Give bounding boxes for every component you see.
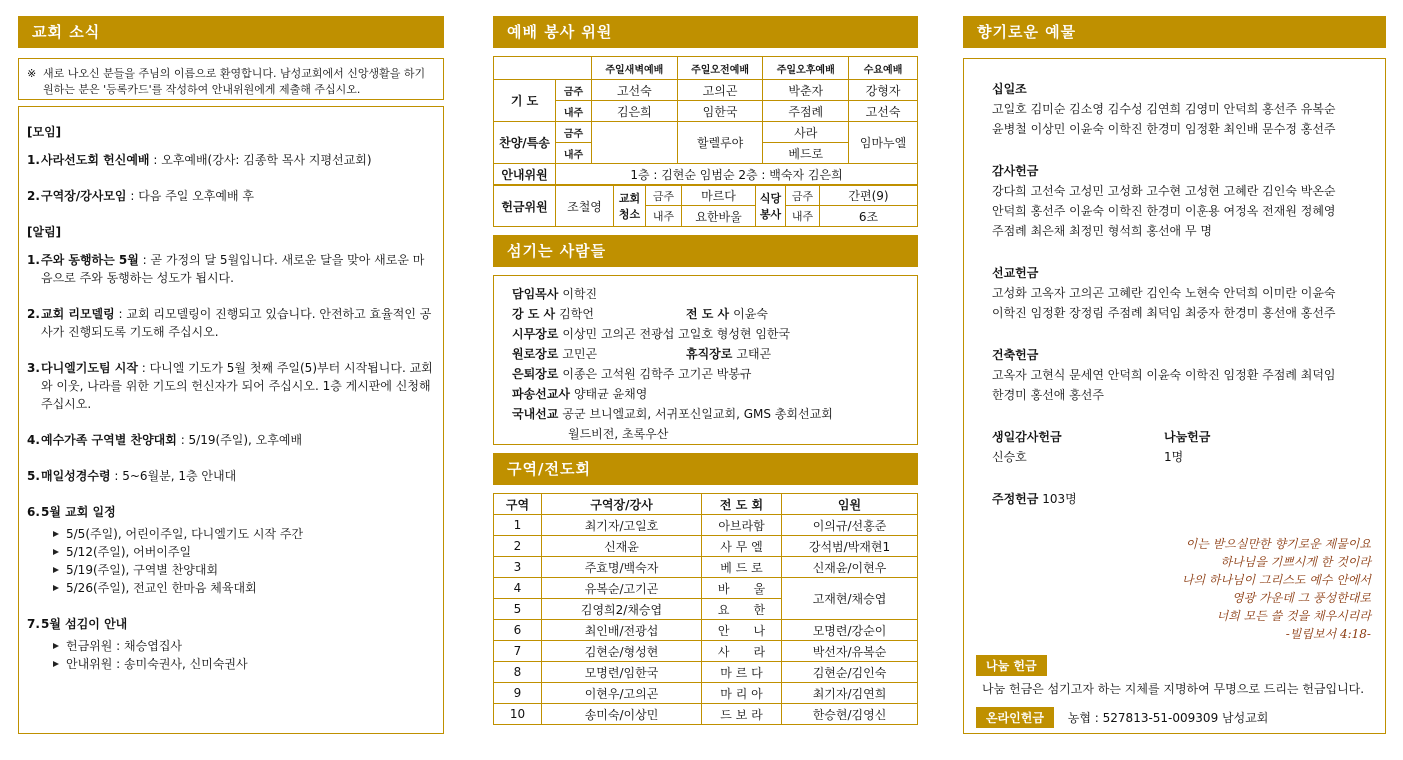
offerings-column (963, 16, 1386, 734)
table-header: 주일오전예배 (677, 57, 763, 80)
table-header: 임원 (782, 494, 918, 515)
news-item-title: 매일성경수령 (41, 469, 111, 483)
list-item: 안내위원 : 송미숙권사, 신미숙권사 (53, 655, 435, 673)
groups-header: 구역/전도회 (493, 453, 918, 485)
service-column (493, 16, 918, 725)
news-item: 3. 다니엘기도팀 시작 : 다니엘 기도가 5월 첫째 주일(5)부터 시작됩니다. 교회와 이웃, 나라를 위한 기도의 헌신자가 되어 주십시오. 1층 게시판에 신청해 주십시오. (27, 361, 433, 411)
table-cell: 6조 (820, 206, 918, 227)
list-item: 5/12(주일), 어버이주일 (53, 543, 435, 561)
table-cell: 간편(9) (820, 186, 918, 206)
table-cell: 할렐루야 (677, 122, 763, 164)
offering-group: 주정헌금 103명 (992, 492, 1077, 506)
table-cell: 고의곤 (677, 80, 763, 101)
table-cell: 고선숙 (849, 101, 918, 122)
offering-title: 선교헌금 (992, 266, 1039, 280)
news-item: 6. 5월 교회 일정 5/5(주일), 어린이주일, 다니엘기도 시작 주간 5/12(주일), 어버이주일 5/19(주일), 구역별 찬양대회 5/26(주일), 전교인 한마음 체육대회 (27, 503, 435, 597)
table-cell: 사라 (763, 122, 849, 143)
table-cell: 조철영 (556, 186, 614, 227)
announce-section-title: [알림] (27, 225, 62, 239)
table-row: 8 모명련/임한국 마 르 다 김현순/김인숙 (494, 662, 918, 683)
offering-title: 십일조 (992, 82, 1027, 96)
news-item-title: 사라선도회 헌신예배 (41, 153, 150, 167)
news-item-title: 예수가족 구역별 찬양대회 (41, 433, 177, 447)
offering-table: 헌금위원 조철영 교회 청소 금주 마르다 식당 봉사 금주 간편(9) 내주 요한바울 내주 6조 (493, 185, 918, 227)
table-row: 5 김영희2/채승엽 요 한 (494, 599, 918, 620)
offering-title: 건축헌금 (992, 348, 1039, 362)
row-label: 기 도 (494, 80, 556, 122)
news-item: 5. 매일성경수령 : 5~6월분, 1층 안내대 (27, 469, 237, 483)
church-news-header: 교회 소식 (18, 16, 444, 48)
table-cell: 주점례 (763, 101, 849, 122)
list-item: 헌금위원 : 채승엽집사 (53, 637, 435, 655)
row-label: 헌금위원 (494, 186, 556, 227)
offering-group: 감사헌금 강다희 고선숙 고성민 고성화 고수현 고성현 고혜란 김인숙 박온순 안덕희 홍선주 이윤숙 이학진 한경미 이훈용 여정옥 전재원 정혜영 주점례 최은채 최정민 형석희 홍선애 무 명 (992, 161, 1385, 241)
offering-group: 선교헌금 고성화 고옥자 고의곤 고혜란 김인숙 노현숙 안덕희 이미란 이윤숙 이학진 임정환 장정림 주점례 최덕임 최중자 한경미 홍선애 홍선주 (992, 263, 1385, 323)
church-news-column (18, 16, 444, 734)
table-cell: 김은희 (592, 101, 678, 122)
table-row: 9 이현우/고의곤 마 리 아 최기자/김연희 (494, 683, 918, 704)
service-table: 주일새벽예배 주일오전예배 주일오후예배 수요예배 기 도 금주 고선숙 고의곤 박춘자 강형자 내주 김은희 임한국 주점례 고선숙 찬양/특송 금주 할렐루야 사라 임마누엘 내주 베드로 안내위원 1층 : 김현순 임범순 2층 : 백숙자 김은희 (493, 56, 918, 185)
servers-header: 섬기는 사람들 (493, 235, 918, 267)
news-item: 2. 교회 리모델링 : 교회 리모델링이 진행되고 있습니다. 안전하고 효율적인 공사가 진행되도록 기도해 주십시오. (27, 307, 432, 339)
offering-title: 생일감사헌금 (992, 430, 1062, 444)
table-cell: 강형자 (849, 80, 918, 101)
table-row: 6 최인배/전광섭 안 나 모명련/강순이 (494, 620, 918, 641)
servers-list: 담임목사 이학진 강 도 사 김학언 전 도 사 이윤숙 시무장로 이상민 고의곤 전광섭 고일호 형성현 임한국 원로장로 고민곤 휴직장로 고태곤 은퇴장로 이종은 고석원 김학주 고기곤 박봉규 파송선교사 양태균 윤채영 국내선교 공군 브니엘교회, 서귀포신일교회, GMS 총회선교회 월드비전, 초록우산 (493, 275, 918, 445)
news-item: 7. 5월 섬김이 안내 헌금위원 : 채승엽집사 안내위원 : 송미숙권사, 신미숙권사 (27, 615, 435, 673)
offerings-header: 향기로운 예물 (963, 16, 1386, 48)
row-label: 교회 청소 (614, 186, 646, 227)
welcome-notice (18, 58, 444, 100)
table-header: 수요예배 (849, 57, 918, 80)
news-item: 2. 구역장/강사모임 : 다음 주일 오후예배 후 (27, 189, 254, 203)
reference-mark: ※ (27, 67, 37, 80)
table-row: 4 유복순/고기곤 바 울 고재현/채승엽 (494, 578, 918, 599)
table-row: 1 최기자/고일호 아브라함 이의규/선홍준 (494, 515, 918, 536)
scripture-verse: 이는 받으실만한 향기로운 제물이요 하나님을 기쁘시게 한 것이라 나의 하나님이 그리스도 예수 안에서 영광 가운데 그 풍성한대로 너희 모든 쓸 것을 채우시리라 -빌립보서 4:18- (1181, 537, 1371, 641)
row-label: 안내위원 (494, 164, 556, 185)
table-cell: 고선숙 (592, 80, 678, 101)
news-item-title: 다니엘기도팀 시작 (41, 361, 138, 375)
table-header: 주일오후예배 (763, 57, 849, 80)
table-row: 10 송미숙/이상민 드 보 라 한승현/김영신 (494, 704, 918, 725)
offering-group: 십일조 고일호 김미순 김소영 김수성 김연희 김영미 안덕희 홍선주 유복순 윤병철 이상민 이윤숙 이학진 한경미 임정환 최인배 문수정 홍선주 (992, 79, 1385, 139)
row-label: 찬양/특송 (494, 122, 556, 164)
offering-group: 건축헌금 고옥자 고현식 문세연 안덕희 이윤숙 이학진 임정환 주점례 최덕임 한경미 홍선애 홍선주 (992, 345, 1385, 405)
news-item-title: 5월 교회 일정 (41, 505, 116, 519)
offering-title: 감사헌금 (992, 164, 1039, 178)
table-cell: 1층 : 김현순 임범순 2층 : 백숙자 김은희 (556, 164, 918, 185)
welcome-text: 새로 나오신 분들을 주님의 이름으로 환영합니다. 남성교회에서 신앙생활을 하기 원하는 분은 '등록카드'를 작성하여 안내위원에게 제출해 주십시오. (43, 67, 426, 96)
share-tag: 나눔 헌금 (976, 655, 1047, 676)
service-header: 예배 봉사 위원 (493, 16, 918, 48)
news-item-title: 교회 리모델링 (41, 307, 115, 321)
news-item-title: 구역장/강사모임 (41, 189, 127, 203)
news-list (18, 106, 444, 734)
table-header: 전 도 회 (702, 494, 782, 515)
news-item-title: 주와 동행하는 5월 (41, 253, 139, 267)
table-cell: 베드로 (763, 143, 849, 164)
schedule-list (41, 525, 435, 597)
list-item: 5/26(주일), 전교인 한마음 체육대회 (53, 579, 435, 597)
table-header: 구역 (494, 494, 542, 515)
offering-group: 생일감사헌금 신승호 나눔헌금 1명 (992, 427, 1385, 467)
news-item-title: 5월 섬김이 안내 (41, 617, 128, 631)
online-tag: 온라인헌금 (976, 707, 1054, 728)
news-item: 1. 주와 동행하는 5월 : 곧 가정의 달 5월입니다. 새로운 달을 맞아 새로운 마음으로 주와 동행하는 성도가 됩시다. (27, 253, 425, 285)
table-row: 2 신재윤 사 무 엘 강석범/박재현1 (494, 536, 918, 557)
meeting-section-title: [모임] (27, 125, 62, 139)
list-item: 5/19(주일), 구역별 찬양대회 (53, 561, 435, 579)
news-item: 1. 사라선도회 헌신예배 : 오후예배(강사: 김종학 목사 지평선교회) (27, 153, 372, 167)
online-offering: 온라인헌금 농협 : 527813-51-009309 남성교회 (976, 707, 1268, 728)
table-header: 주일새벽예배 (592, 57, 678, 80)
news-item: 4. 예수가족 구역별 찬양대회 : 5/19(주일), 오후예배 (27, 433, 303, 447)
table-header: 구역장/강사 (542, 494, 702, 515)
table-cell: 임한국 (677, 101, 763, 122)
table-row: 7 김현순/형성현 사 라 박선자/유복순 (494, 641, 918, 662)
table-cell: 요한바울 (682, 206, 756, 227)
share-offering: 나눔 헌금 나눔 헌금은 섬기고자 하는 지체를 지명하여 무명으로 드리는 헌금입니다. (976, 655, 1364, 697)
list-item: 5/5(주일), 어린이주일, 다니엘기도 시작 주간 (53, 525, 435, 543)
groups-table (493, 493, 918, 725)
servant-list (41, 637, 435, 673)
table-cell: 마르다 (682, 186, 756, 206)
offering-title: 주정헌금 (992, 492, 1039, 506)
row-label: 식당 봉사 (756, 186, 786, 227)
table-row: 3 주효명/백숙자 베 드 로 신재윤/이현우 (494, 557, 918, 578)
table-cell: 임마누엘 (849, 122, 918, 164)
offering-title: 나눔헌금 (1164, 430, 1211, 444)
offerings-body (963, 58, 1386, 734)
table-cell: 박춘자 (763, 80, 849, 101)
